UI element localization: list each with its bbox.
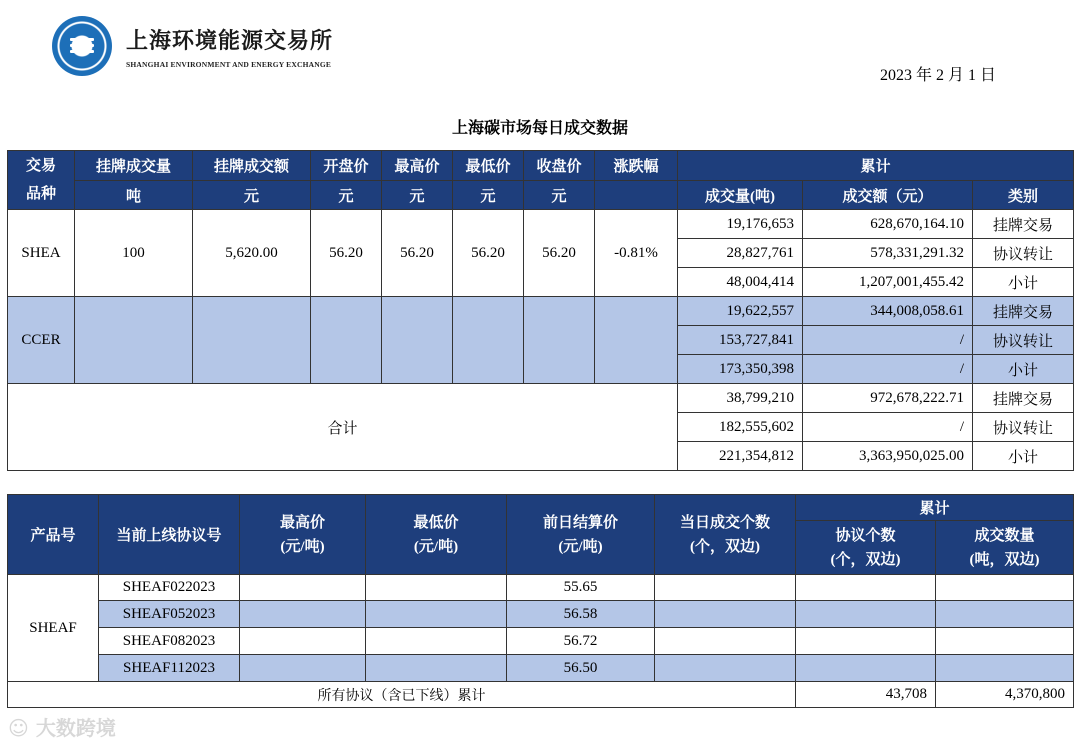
header-cum-qty-unit: (吨，双边)	[969, 551, 1040, 568]
header-settle-label: 前日结算价	[542, 514, 618, 531]
header-low-unit: (元/吨)	[413, 538, 459, 555]
ccer-change	[595, 297, 678, 384]
all-contracts-cum-qty: 4,370,800	[936, 682, 1074, 708]
exchange-emblem-icon	[52, 16, 112, 76]
header-close: 收盘价	[524, 151, 595, 181]
cum-amount: /	[803, 413, 973, 442]
cum-volume: 182,555,602	[678, 413, 803, 442]
table-row	[8, 601, 1074, 628]
header-cum-amount: 成交额（元）	[803, 181, 973, 210]
table-row	[8, 655, 1074, 682]
contract-cum-count	[796, 601, 936, 628]
cum-amount: /	[803, 355, 973, 384]
all-contracts-cum-count: 43,708	[796, 682, 936, 708]
header-cum-count-label: 协议个数	[835, 527, 896, 544]
contract-cum-qty	[936, 655, 1074, 682]
contract-id: SHEAF052023	[99, 601, 240, 628]
header-cum-type: 类别	[973, 181, 1074, 210]
cum-type: 小计	[973, 442, 1074, 471]
header-change: 涨跌幅	[595, 151, 678, 181]
contract-low	[366, 575, 507, 601]
ccer-amount	[193, 297, 311, 384]
ccer-name: CCER	[8, 297, 75, 384]
org-name: 上海环境能源交易所	[126, 28, 334, 53]
contract-settle: 55.65	[507, 575, 655, 601]
header-variety: 交易品种	[8, 151, 75, 210]
shea-open: 56.20	[311, 210, 382, 297]
header-listed-volume: 挂牌成交量	[75, 151, 193, 181]
header-product: 产品号	[8, 495, 99, 575]
cum-volume: 48,004,414	[678, 268, 803, 297]
cum-type: 协议转让	[973, 413, 1074, 442]
cum-amount: 344,008,058.61	[803, 297, 973, 326]
org-name-en: SHANGHAI ENVIRONMENT AND ENERGY EXCHANGE	[126, 60, 332, 69]
cum-type: 小计	[973, 268, 1074, 297]
contract-cum-qty	[936, 601, 1074, 628]
exchange-logo	[52, 16, 352, 80]
cum-amount: 628,670,164.10	[803, 210, 973, 239]
contract-cum-count	[796, 628, 936, 655]
header-listed-amount: 挂牌成交额	[193, 151, 311, 181]
watermark-logo-icon: ☺	[8, 716, 29, 740]
cum-volume: 38,799,210	[678, 384, 803, 413]
contract-high	[240, 655, 366, 682]
header-today-count-label: 当日成交个数	[679, 514, 770, 531]
shea-low: 56.20	[453, 210, 524, 297]
header-high: 最高价	[382, 151, 453, 181]
contract-cum-qty	[936, 575, 1074, 601]
cum-type: 挂牌交易	[973, 297, 1074, 326]
contract-table	[7, 494, 1074, 708]
unit-listed-amount: 元	[193, 181, 311, 210]
cum-volume: 28,827,761	[678, 239, 803, 268]
unit-listed-volume: 吨	[75, 181, 193, 210]
contract-id: SHEAF022023	[99, 575, 240, 601]
contract-high	[240, 628, 366, 655]
unit-close: 元	[524, 181, 595, 210]
table-row	[8, 628, 1074, 655]
cum-type: 挂牌交易	[973, 210, 1074, 239]
contract-high	[240, 601, 366, 628]
header-settle-unit: (元/吨)	[558, 538, 603, 555]
contract-today	[655, 575, 796, 601]
ccer-open	[311, 297, 382, 384]
contract-cum-qty	[936, 628, 1074, 655]
shea-high: 56.20	[382, 210, 453, 297]
header-cum-volume: 成交量(吨)	[678, 181, 803, 210]
unit-low: 元	[453, 181, 524, 210]
cum-type: 协议转让	[973, 239, 1074, 268]
contract-today	[655, 655, 796, 682]
report-title: 上海碳市场每日成交数据	[451, 120, 628, 137]
all-contracts-total-label: 所有协议（含已下线）累计	[8, 682, 796, 708]
contract-today	[655, 628, 796, 655]
cum-volume: 173,350,398	[678, 355, 803, 384]
cum-volume: 153,727,841	[678, 326, 803, 355]
cum-type: 小计	[973, 355, 1074, 384]
contract-today	[655, 601, 796, 628]
header-open: 开盘价	[311, 151, 382, 181]
header-contract: 当前上线协议号	[99, 495, 240, 575]
contract-settle: 56.58	[507, 601, 655, 628]
header-settle	[507, 495, 655, 575]
cum-volume: 221,354,812	[678, 442, 803, 471]
header-high-unit: (元/吨)	[280, 538, 325, 555]
table-row	[8, 210, 1074, 239]
product-name: SHEAF	[8, 575, 99, 682]
shea-volume: 100	[75, 210, 193, 297]
shea-close: 56.20	[524, 210, 595, 297]
contract-low	[366, 601, 507, 628]
ccer-low	[453, 297, 524, 384]
header-cumulative: 累计	[678, 151, 1074, 181]
ccer-close	[524, 297, 595, 384]
cum-amount: 972,678,222.71	[803, 384, 973, 413]
table-row	[8, 297, 1074, 326]
report-date: 2023 年 2 月 1 日	[880, 67, 997, 84]
contract-cum-count	[796, 655, 936, 682]
cum-type: 协议转让	[973, 326, 1074, 355]
cum-type: 挂牌交易	[973, 384, 1074, 413]
cum-amount: /	[803, 326, 973, 355]
contract-cum-count	[796, 575, 936, 601]
ccer-volume	[75, 297, 193, 384]
watermark-text: 大数跨境	[35, 716, 116, 740]
header-cum-count	[796, 521, 936, 575]
header-today-count	[655, 495, 796, 575]
header-cum-count-unit: (个，双边)	[830, 551, 901, 568]
table-row	[8, 384, 1074, 413]
contract-low	[366, 655, 507, 682]
shea-change: -0.81%	[595, 210, 678, 297]
contract-id: SHEAF082023	[99, 628, 240, 655]
header-today-count-unit: (个，双边)	[690, 538, 760, 555]
contract-id: SHEAF112023	[99, 655, 240, 682]
contract-low	[366, 628, 507, 655]
shea-amount: 5,620.00	[193, 210, 311, 297]
contract-settle: 56.72	[507, 628, 655, 655]
watermark	[8, 712, 116, 741]
contract-settle: 56.50	[507, 655, 655, 682]
cum-volume: 19,176,653	[678, 210, 803, 239]
cum-amount: 578,331,291.32	[803, 239, 973, 268]
table-row	[8, 575, 1074, 601]
daily-trading-table	[7, 150, 1074, 471]
header-high	[240, 495, 366, 575]
header-cum-qty-label: 成交数量	[974, 527, 1035, 544]
header-low-label: 最低价	[413, 514, 459, 531]
unit-open: 元	[311, 181, 382, 210]
header-low	[366, 495, 507, 575]
cum-volume: 19,622,557	[678, 297, 803, 326]
header-cum-qty	[936, 521, 1074, 575]
contract-high	[240, 575, 366, 601]
header-high-label: 最高价	[279, 514, 325, 531]
ccer-high	[382, 297, 453, 384]
unit-change	[595, 181, 678, 210]
header-low: 最低价	[453, 151, 524, 181]
table-row	[8, 682, 1074, 708]
cum-amount: 1,207,001,455.42	[803, 268, 973, 297]
total-label: 合计	[8, 384, 678, 471]
header-cumulative: 累计	[796, 495, 1074, 521]
unit-high: 元	[382, 181, 453, 210]
shea-name: SHEA	[8, 210, 75, 297]
cum-amount: 3,363,950,025.00	[803, 442, 973, 471]
